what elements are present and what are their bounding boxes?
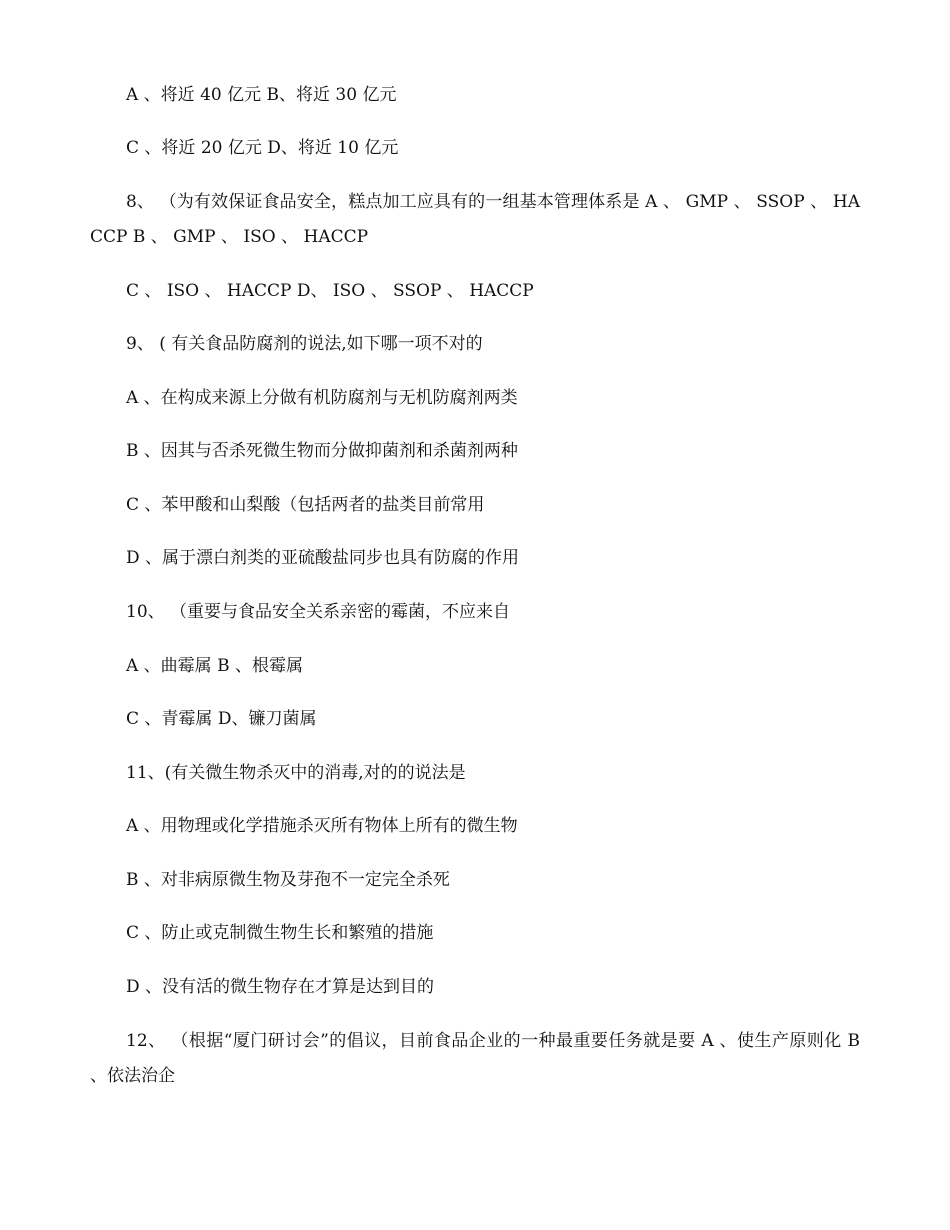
option-c-q9: C 、苯甲酸和山梨酸（包括两者的盐类目前常用: [126, 495, 485, 515]
option-line-c-d-q10: C 、青霉属 D、镰刀菌属: [126, 709, 317, 729]
question-8: 8、 （为有效保证食品安全，糕点加工应具有的一组基本管理体系是 A 、 GMP 、 SSOP 、 HACCP B 、 GMP 、 ISO 、 HACCP: [90, 192, 860, 247]
option-line-a-b-q10: A 、曲霉属 B 、根霉属: [126, 656, 303, 676]
question-12: 12、 （根据“厦门研讨会”的倡议，目前食品企业的一种最重要任务就是要 A 、使生产原则化 B 、依法治企: [90, 1031, 860, 1086]
option-a-q9: A 、在构成来源上分做有机防腐剂与无机防腐剂两类: [126, 388, 518, 408]
option-b-q9: B 、因其与否杀死微生物而分做抑菌剂和杀菌剂两种: [126, 441, 518, 461]
option-line-a-b-q7: A 、将近 40 亿元 B、将近 30 亿元: [126, 85, 397, 105]
option-d-q11: D 、没有活的微生物存在才算是达到目的: [126, 977, 435, 997]
option-c-q11: C 、防止或克制微生物生长和繁殖的措施: [126, 923, 434, 943]
option-line-c-d-q7: C 、将近 20 亿元 D、将近 10 亿元: [126, 138, 399, 158]
question-9: 9、 ( 有关食品防腐剂的说法,如下哪一项不对的: [126, 334, 483, 354]
option-d-q9: D 、属于漂白剂类的亚硫酸盐同步也具有防腐的作用: [126, 548, 520, 568]
question-10: 10、 （重要与食品安全关系亲密的霉菌，不应来自: [126, 602, 511, 622]
option-a-q11: A 、用物理或化学措施杀灭所有物体上所有的微生物: [126, 816, 518, 836]
question-11: 11、(有关微生物杀灭中的消毒,对的的说法是: [126, 763, 466, 783]
option-b-q11: B 、对非病原微生物及芽孢不一定完全杀死: [126, 870, 450, 890]
option-line-c-d-q8: C 、 ISO 、 HACCP D、 ISO 、 SSOP 、 HACCP: [126, 281, 534, 301]
